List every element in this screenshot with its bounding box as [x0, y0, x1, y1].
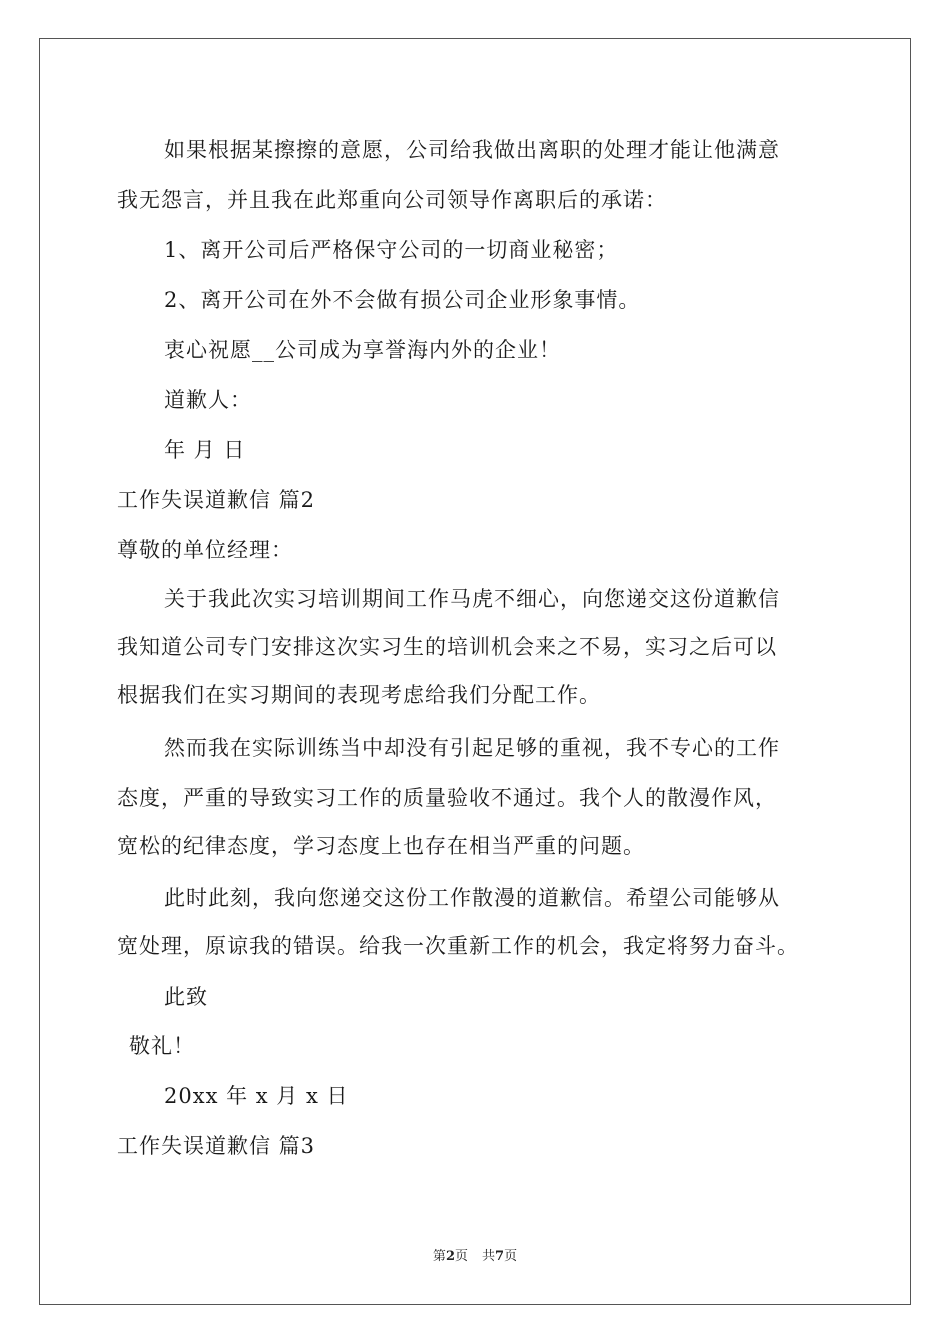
body-line-8: 宽松的纪律态度，学习态度上也存在相当严重的问题。: [117, 834, 645, 858]
body-line-7: 态度，严重的导致实习工作的质量验收不通过。我个人的散漫作风，: [117, 786, 777, 810]
footer-total-prefix: 共: [482, 1249, 496, 1264]
closing-wish: 衷心祝愿__公司成为享誉海内外的企业！: [164, 338, 561, 362]
footer-page-suffix: 页: [454, 1249, 468, 1264]
footer-page-total: 7: [495, 1249, 505, 1264]
body-line-1: 如果根据某擦擦的意愿，公司给我做出离职的处理才能让他满意: [164, 138, 780, 162]
letter-date: 20xx 年 x 月 x 日: [164, 1084, 349, 1108]
signature-label: 道歉人：: [164, 388, 252, 412]
page-border: [39, 38, 911, 1305]
body-line-6: 然而我在实际训练当中却没有引起足够的重视，我不专心的工作: [164, 736, 780, 760]
closing-cizhi: 此致: [164, 985, 208, 1009]
closing-jingli: 敬礼！: [129, 1034, 195, 1058]
section-heading-3: 工作失误道歉信 篇3: [117, 1134, 316, 1158]
section-heading-2: 工作失误道歉信 篇2: [117, 488, 316, 512]
date-line: 年 月 日: [164, 438, 246, 462]
body-line-5: 根据我们在实习期间的表现考虑给我们分配工作。: [117, 683, 601, 707]
promise-item-1: 1、离开公司后严格保守公司的一切商业秘密；: [164, 238, 619, 262]
salutation: 尊敬的单位经理：: [117, 538, 293, 562]
body-line-3: 关于我此次实习培训期间工作马虎不细心，向您递交这份道歉信: [164, 587, 780, 611]
promise-item-2: 2、离开公司在外不会做有损公司企业形象事情。: [164, 288, 641, 312]
footer-page-prefix: 第: [432, 1249, 446, 1264]
body-line-4: 我知道公司专门安排这次实习生的培训机会来之不易，实习之后可以: [117, 635, 777, 659]
footer-total-suffix: 页: [504, 1249, 518, 1264]
body-line-2: 我无怨言，并且我在此郑重向公司领导作离职后的承诺：: [117, 188, 667, 212]
page-footer: [0, 1248, 950, 1266]
body-line-10: 宽处理，原谅我的错误。给我一次重新工作的机会，我定将努力奋斗。: [117, 934, 799, 958]
body-line-9: 此时此刻，我向您递交这份工作散漫的道歉信。希望公司能够从: [164, 886, 780, 910]
footer-page-current: 2: [445, 1249, 455, 1264]
